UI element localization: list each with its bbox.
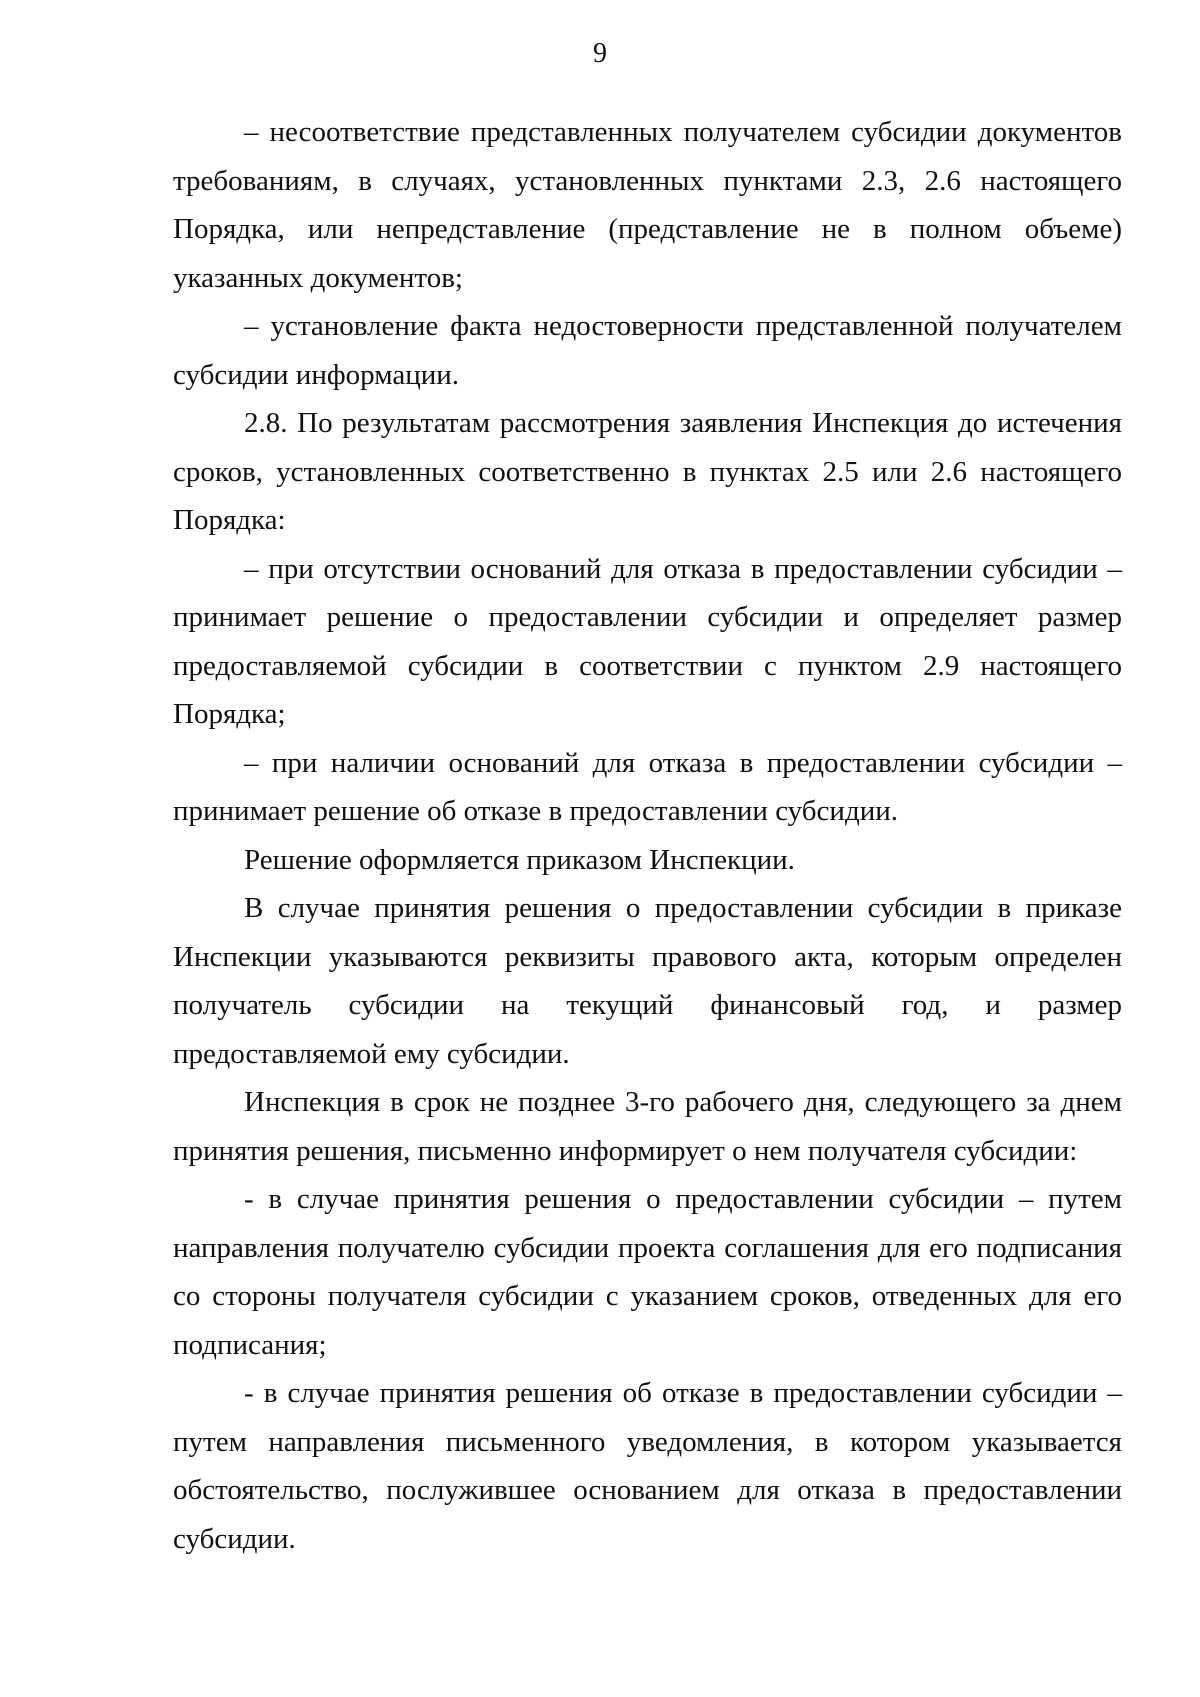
document-body [173,108,1122,1563]
paragraph-unreliable-information: – установление факта недостоверности представленной получателем субсидии информации. [173,310,1122,391]
paragraph-no-grounds-for-refusal: – при отсутствии оснований для отказа в предоставлении субсидии – принимает решение о предоставлении субсидии и определяет размер предоставляемой субсидии в соответствии с пунктом 2.9 настоящего Порядка; [173,552,1122,730]
paragraph-clause-2-8: 2.8. По результатам рассмотрения заявления Инспекция до истечения сроков, установленных соответственно в пунктах 2.5 или 2.6 настоящего Порядка: [173,407,1122,536]
paragraph-nonconformity-documents: – несоответствие представленных получателем субсидии документов требованиям, в случаях, установленных пунктами 2.3, 2.6 настоящего Порядка, или непредставление (представление не в полном объеме) указанных документов; [173,116,1122,294]
paragraph-decision-by-order: Решение оформляется приказом Инспекции. [244,843,795,876]
page-number: 9 [593,38,607,69]
paragraph-notification-deadline: Инспекция в срок не позднее 3-го рабочего дня, следующего за днем принятия решения, письменно информирует о нем получателя субсидии: [173,1086,1122,1167]
paragraph-notification-approval: - в случае принятия решения о предоставлении субсидии – путем направления получателю субсидии проекта соглашения для его подписания со стороны получателя субсидии с указанием сроков, отведенных для его подписания; [173,1183,1122,1361]
paragraph-order-details: В случае принятия решения о предоставлении субсидии в приказе Инспекции указываются реквизиты правового акта, которым определен получатель субсидии на текущий финансовый год, и размер предоставляемой ему субсидии. [173,892,1122,1070]
paragraph-notification-refusal: - в случае принятия решения об отказе в предоставлении субсидии – путем направления письменного уведомления, в котором указывается обстоятельство, послужившее основанием для отказа в предоставлении субсидии. [173,1377,1122,1555]
paragraph-grounds-for-refusal: – при наличии оснований для отказа в предоставлении субсидии – принимает решение об отказе в предоставлении субсидии. [173,746,1122,827]
